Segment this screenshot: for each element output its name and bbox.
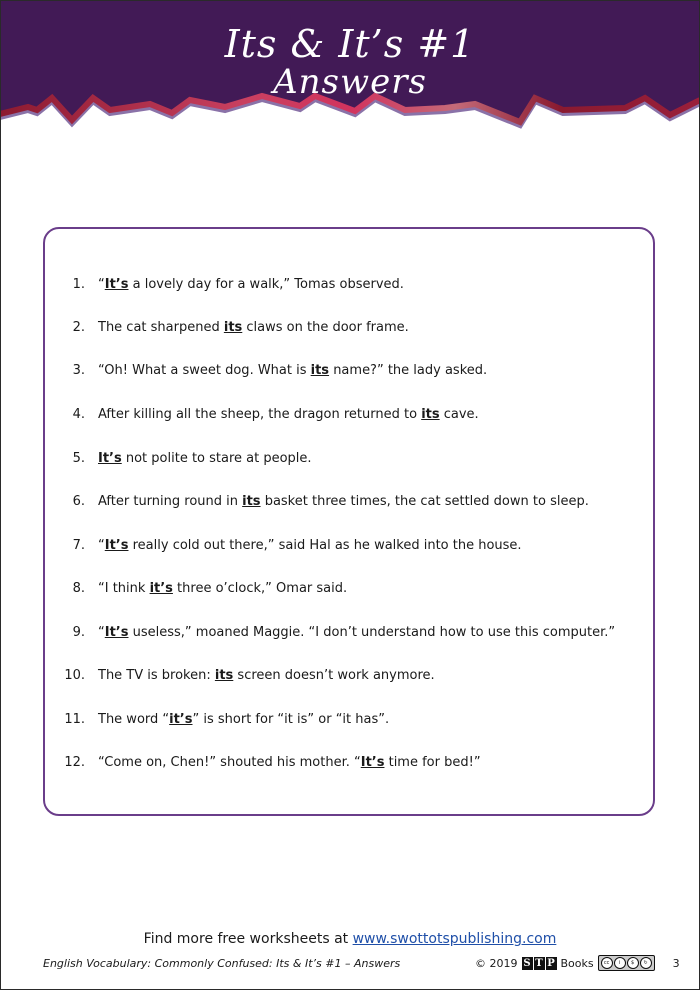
header-banner	[0, 0, 700, 140]
answer-word: It’s	[98, 451, 122, 466]
answers-box	[43, 227, 655, 816]
item-number: 3.	[72, 363, 85, 378]
item-text: “It’s useless,” moaned Maggie. “I don’t understand how to use this computer.”	[98, 625, 616, 640]
books-label: Books	[560, 956, 594, 970]
answer-word: its	[421, 407, 440, 422]
answer-word: its	[214, 668, 234, 683]
item-text: “It’s really cold out there,” said Hal as he walked into the house.	[98, 538, 522, 553]
footer-document-title: English Vocabulary: Commonly Confused: Its & It’s #1 – Answers	[43, 957, 401, 970]
copyright: © 2019	[475, 956, 518, 970]
website-link[interactable]: www.swottotspublishing.com	[352, 931, 557, 947]
item-text: It’s not polite to stare at people.	[98, 451, 312, 466]
footer-credits	[475, 955, 680, 971]
answer-word: It’s	[104, 277, 129, 292]
answer-word: its	[223, 320, 243, 335]
answer-word: its	[242, 494, 261, 509]
item-number: 4.	[72, 407, 85, 422]
promo-text: Find more free worksheets at	[143, 931, 353, 947]
item-number: 9.	[72, 625, 85, 640]
answer-word: it’s	[149, 581, 173, 596]
item-text: After killing all the sheep, the dragon returned to its cave.	[98, 407, 479, 422]
page-title: Its & It’s #1	[224, 22, 476, 66]
answer-word: its	[310, 363, 330, 378]
item-number: 8.	[72, 581, 85, 596]
footer-promo	[0, 931, 700, 947]
item-number: 7.	[72, 538, 85, 553]
answer-word: It’s	[104, 538, 129, 553]
page-subtitle: Answers	[273, 62, 427, 102]
page-number: 3	[672, 956, 680, 970]
item-number: 5.	[72, 451, 85, 466]
item-number: 10.	[64, 668, 85, 683]
stp-logo: S T P	[523, 957, 555, 969]
item-text: “I think it’s three o’clock,” Omar said.	[98, 581, 348, 596]
item-number: 6.	[72, 494, 85, 509]
item-text: After turning round in its basket three times, the cat settled down to sleep.	[98, 494, 589, 509]
item-number: 2.	[72, 320, 85, 335]
item-text: The word “it’s” is short for “it is” or “it has”.	[98, 712, 390, 727]
cc-license-icon: cc i $ ↻	[598, 955, 655, 971]
item-number: 11.	[64, 712, 85, 727]
answer-word: It’s	[360, 755, 385, 770]
item-text: “Come on, Chen!” shouted his mother. “It’s time for bed!”	[98, 755, 481, 770]
item-text: “It’s a lovely day for a walk,” Tomas observed.	[98, 277, 404, 292]
item-text: The TV is broken: its screen doesn’t work anymore.	[98, 668, 435, 683]
answer-word: it’s	[169, 712, 193, 727]
item-number: 12.	[64, 755, 85, 770]
item-text: “Oh! What a sweet dog. What is its name?” the lady asked.	[98, 363, 488, 378]
item-text: The cat sharpened its claws on the door frame.	[98, 320, 409, 335]
item-number: 1.	[72, 277, 85, 292]
answer-word: It’s	[104, 625, 129, 640]
